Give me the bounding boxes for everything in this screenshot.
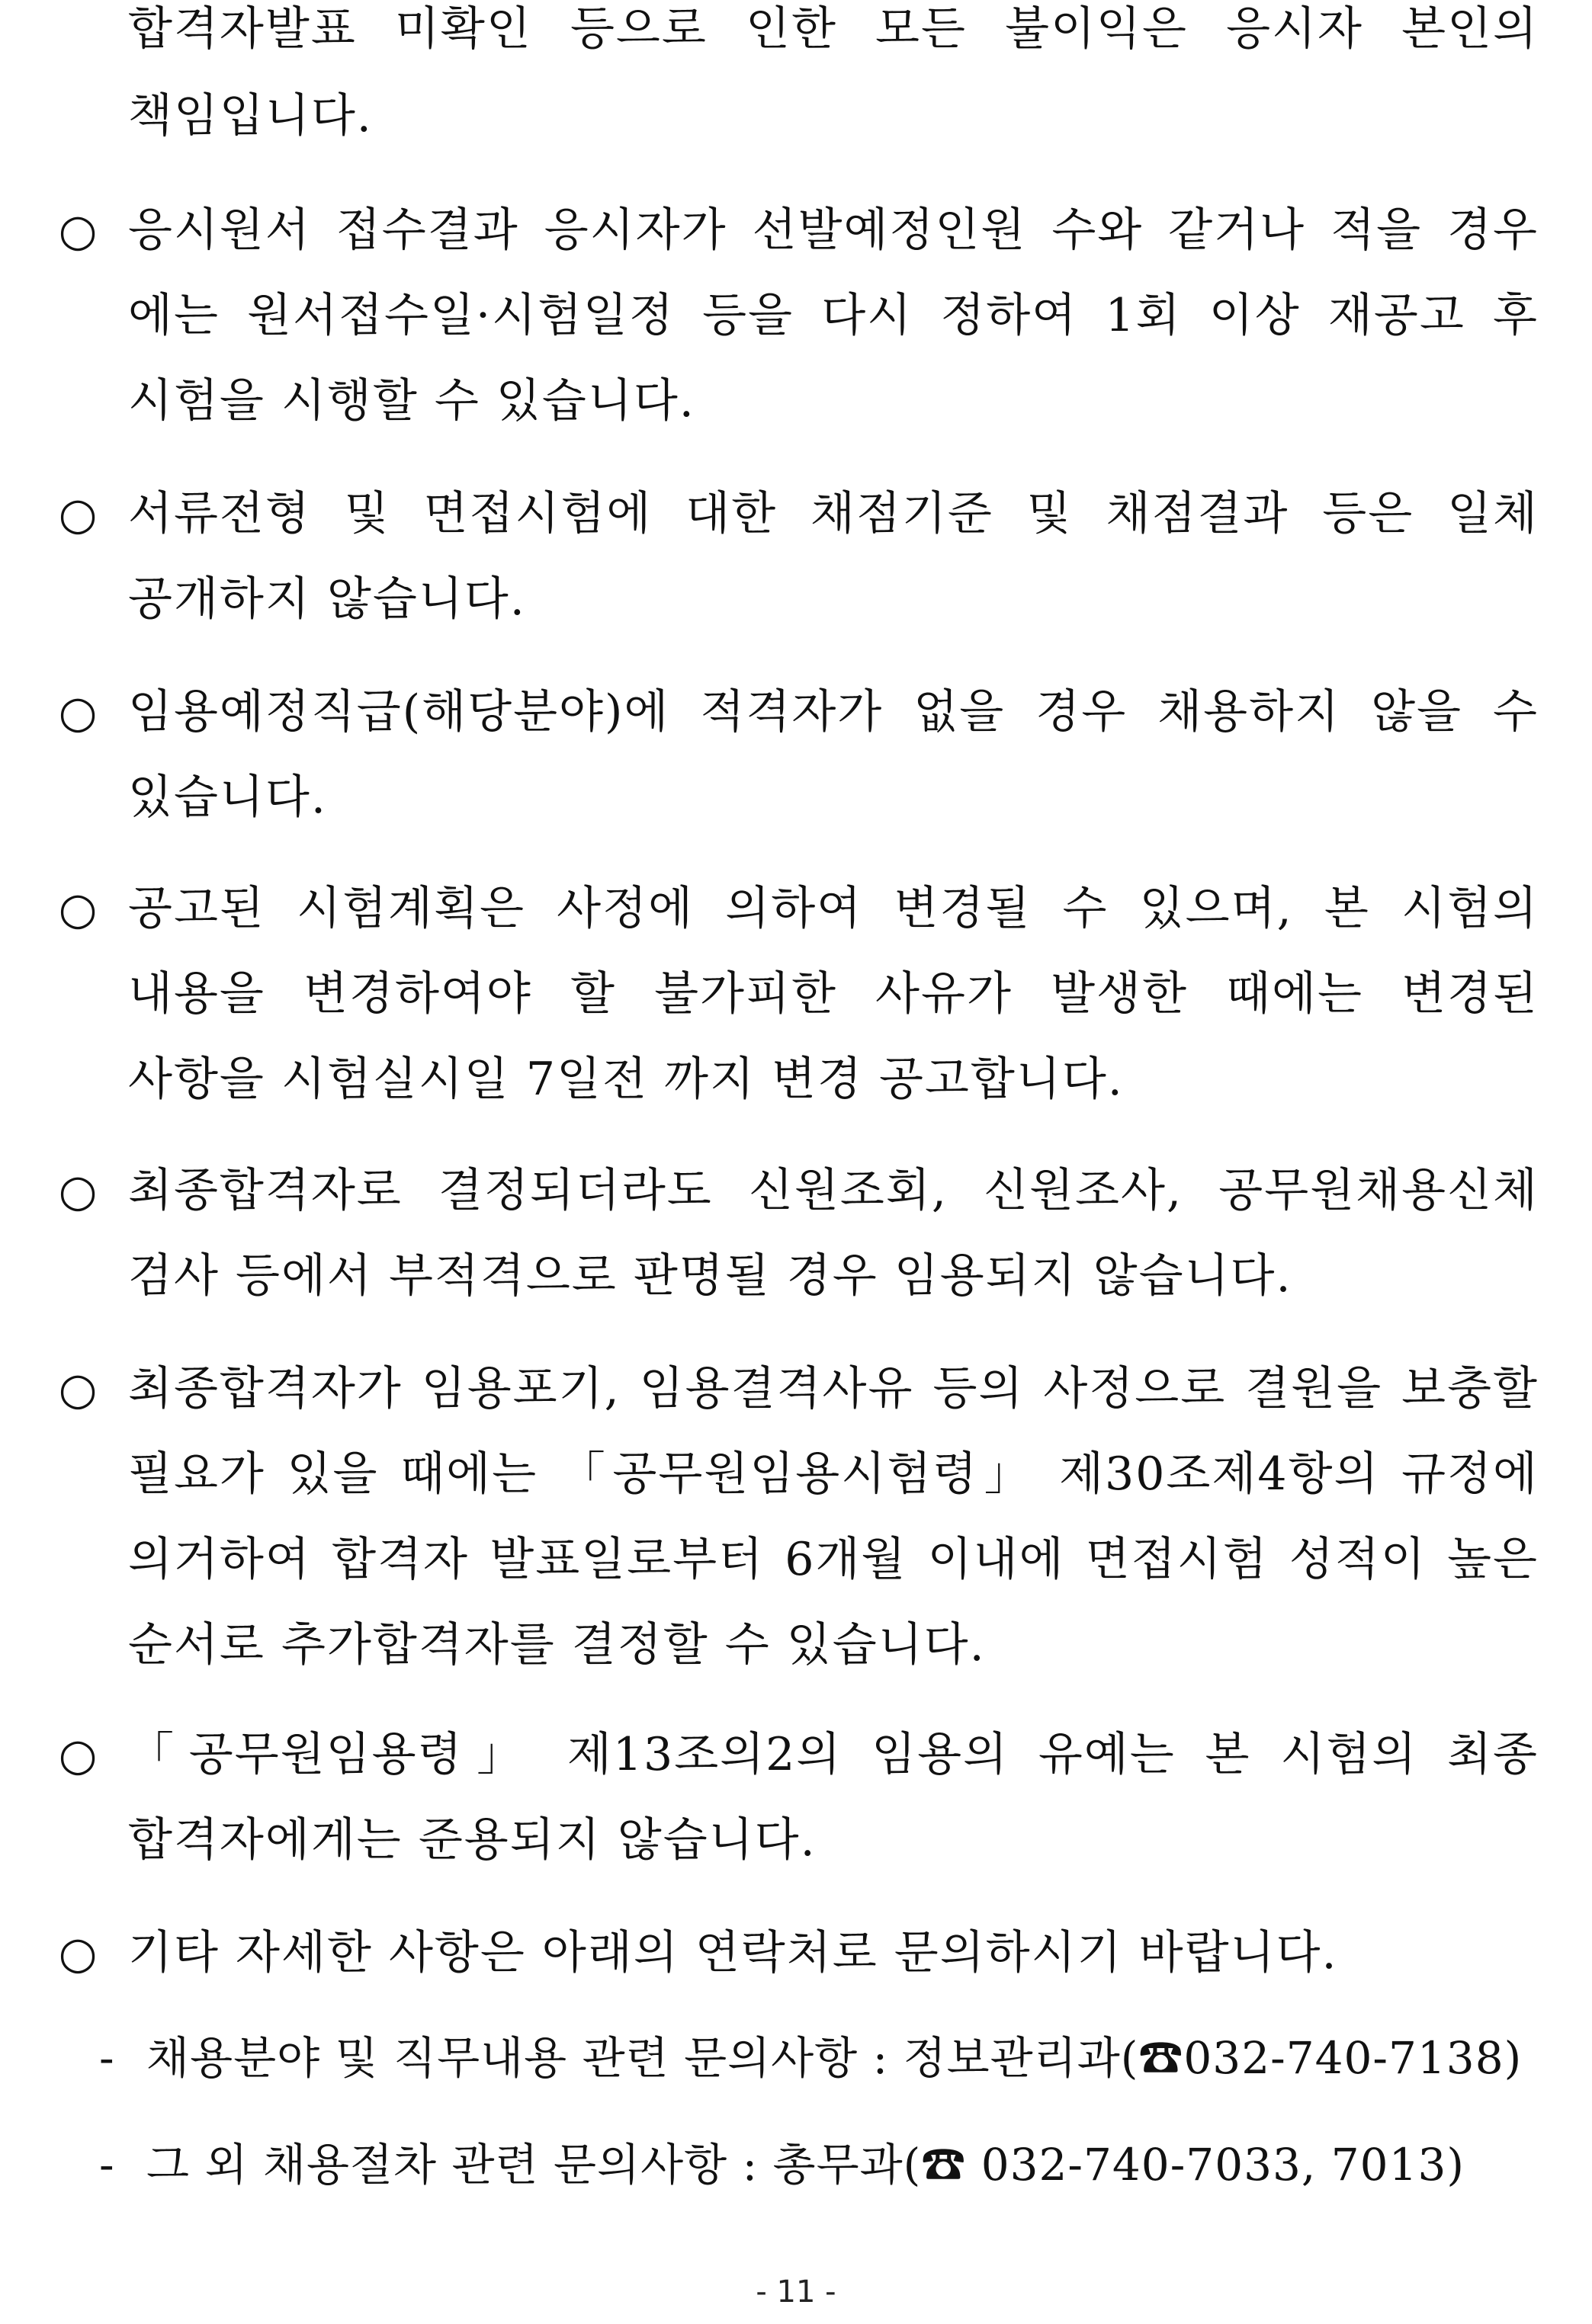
item-4-line-2: 내용을 변경하여야 할 불가피한 사유가 발생한 때에는 변경된	[128, 967, 1539, 1021]
item-3-line-2: 있습니다.	[128, 771, 327, 824]
item-4-line-3: 사항을 시험실시일 7일전 까지 변경 공고합니다.	[128, 1053, 1124, 1106]
item-7-line-2: 합격자에게는 준용되지 않습니다.	[128, 1813, 817, 1867]
item-8-line-1: 기타 자세한 사항은 아래의 연락처로 문의하시기 바랍니다.	[128, 1926, 1338, 1979]
item-3-line-1: 임용예정직급(해당분야)에 적격자가 없을 경우 채용하지 않을 수	[128, 685, 1539, 739]
contact-line-1	[99, 2031, 1548, 2085]
contact-line-2	[99, 2137, 1548, 2192]
item-1-line-2: 에는 원서접수일·시험일정 등을 다시 정하여 1회 이상 재공고 후	[128, 289, 1539, 342]
item-1-line-3: 시험을 시행할 수 있습니다.	[128, 374, 695, 428]
bullet-icon: ○	[58, 686, 98, 738]
page-number: - 11 -	[756, 2274, 836, 2310]
contact-dash: -	[99, 2139, 115, 2191]
item-6-line-4: 순서로 추가합격자를 결정할 수 있습니다.	[128, 1618, 986, 1672]
item-5-line-2: 검사 등에서 부적격으로 판명될 경우 임용되지 않습니다.	[128, 1249, 1292, 1303]
bullet-icon: ○	[58, 1363, 98, 1415]
bullet-icon: ○	[58, 1927, 98, 1979]
item-6-line-3: 의거하여 합격자 발표일로부터 6개월 이내에 면접시험 성적이 높은	[128, 1533, 1539, 1586]
item-4-line-1: 공고된 시험계획은 사정에 의하여 변경될 수 있으며, 본 시험의	[128, 882, 1539, 935]
item-6-line-1: 최종합격자가 임용포기, 임용결격사유 등의 사정으로 결원을 보충할	[128, 1362, 1539, 1415]
contact-text-1: 채용분야 및 직무내용 관련 문의사항 : 정보관리과(☎032-740-7138)	[146, 2032, 1523, 2084]
item-7-line-1: 「공무원임용령」 제13조의2의 임용의 유예는 본 시험의 최종	[128, 1728, 1539, 1781]
bullet-icon: ○	[58, 488, 98, 540]
item-5-line-1: 최종합격자로 결정되더라도 신원조회, 신원조사, 공무원채용신체	[128, 1164, 1539, 1217]
intro-line-2: 책임입니다.	[128, 89, 373, 143]
bullet-icon: ○	[58, 1165, 98, 1216]
item-2-line-2: 공개하지 않습니다.	[128, 572, 526, 626]
item-6-line-2: 필요가 있을 때에는 「공무원임용시험령」 제30조제4항의 규정에	[128, 1447, 1539, 1501]
bullet-icon: ○	[58, 1729, 98, 1781]
contact-text-2: 그 외 채용절차 관련 문의사항 : 총무과(☎ 032-740-7033, 7013)	[146, 2139, 1465, 2191]
intro-line-1: 합격자발표 미확인 등으로 인한 모든 불이익은 응시자 본인의	[128, 2, 1539, 56]
bullet-icon: ○	[58, 204, 98, 256]
bullet-icon: ○	[58, 883, 98, 934]
item-1-line-1: 응시원서 접수결과 응시자가 선발예정인원 수와 같거나 적을 경우	[128, 204, 1539, 257]
contact-dash: -	[99, 2032, 115, 2084]
item-2-line-1: 서류전형 및 면접시험에 대한 채점기준 및 채점결과 등은 일체	[128, 487, 1539, 540]
